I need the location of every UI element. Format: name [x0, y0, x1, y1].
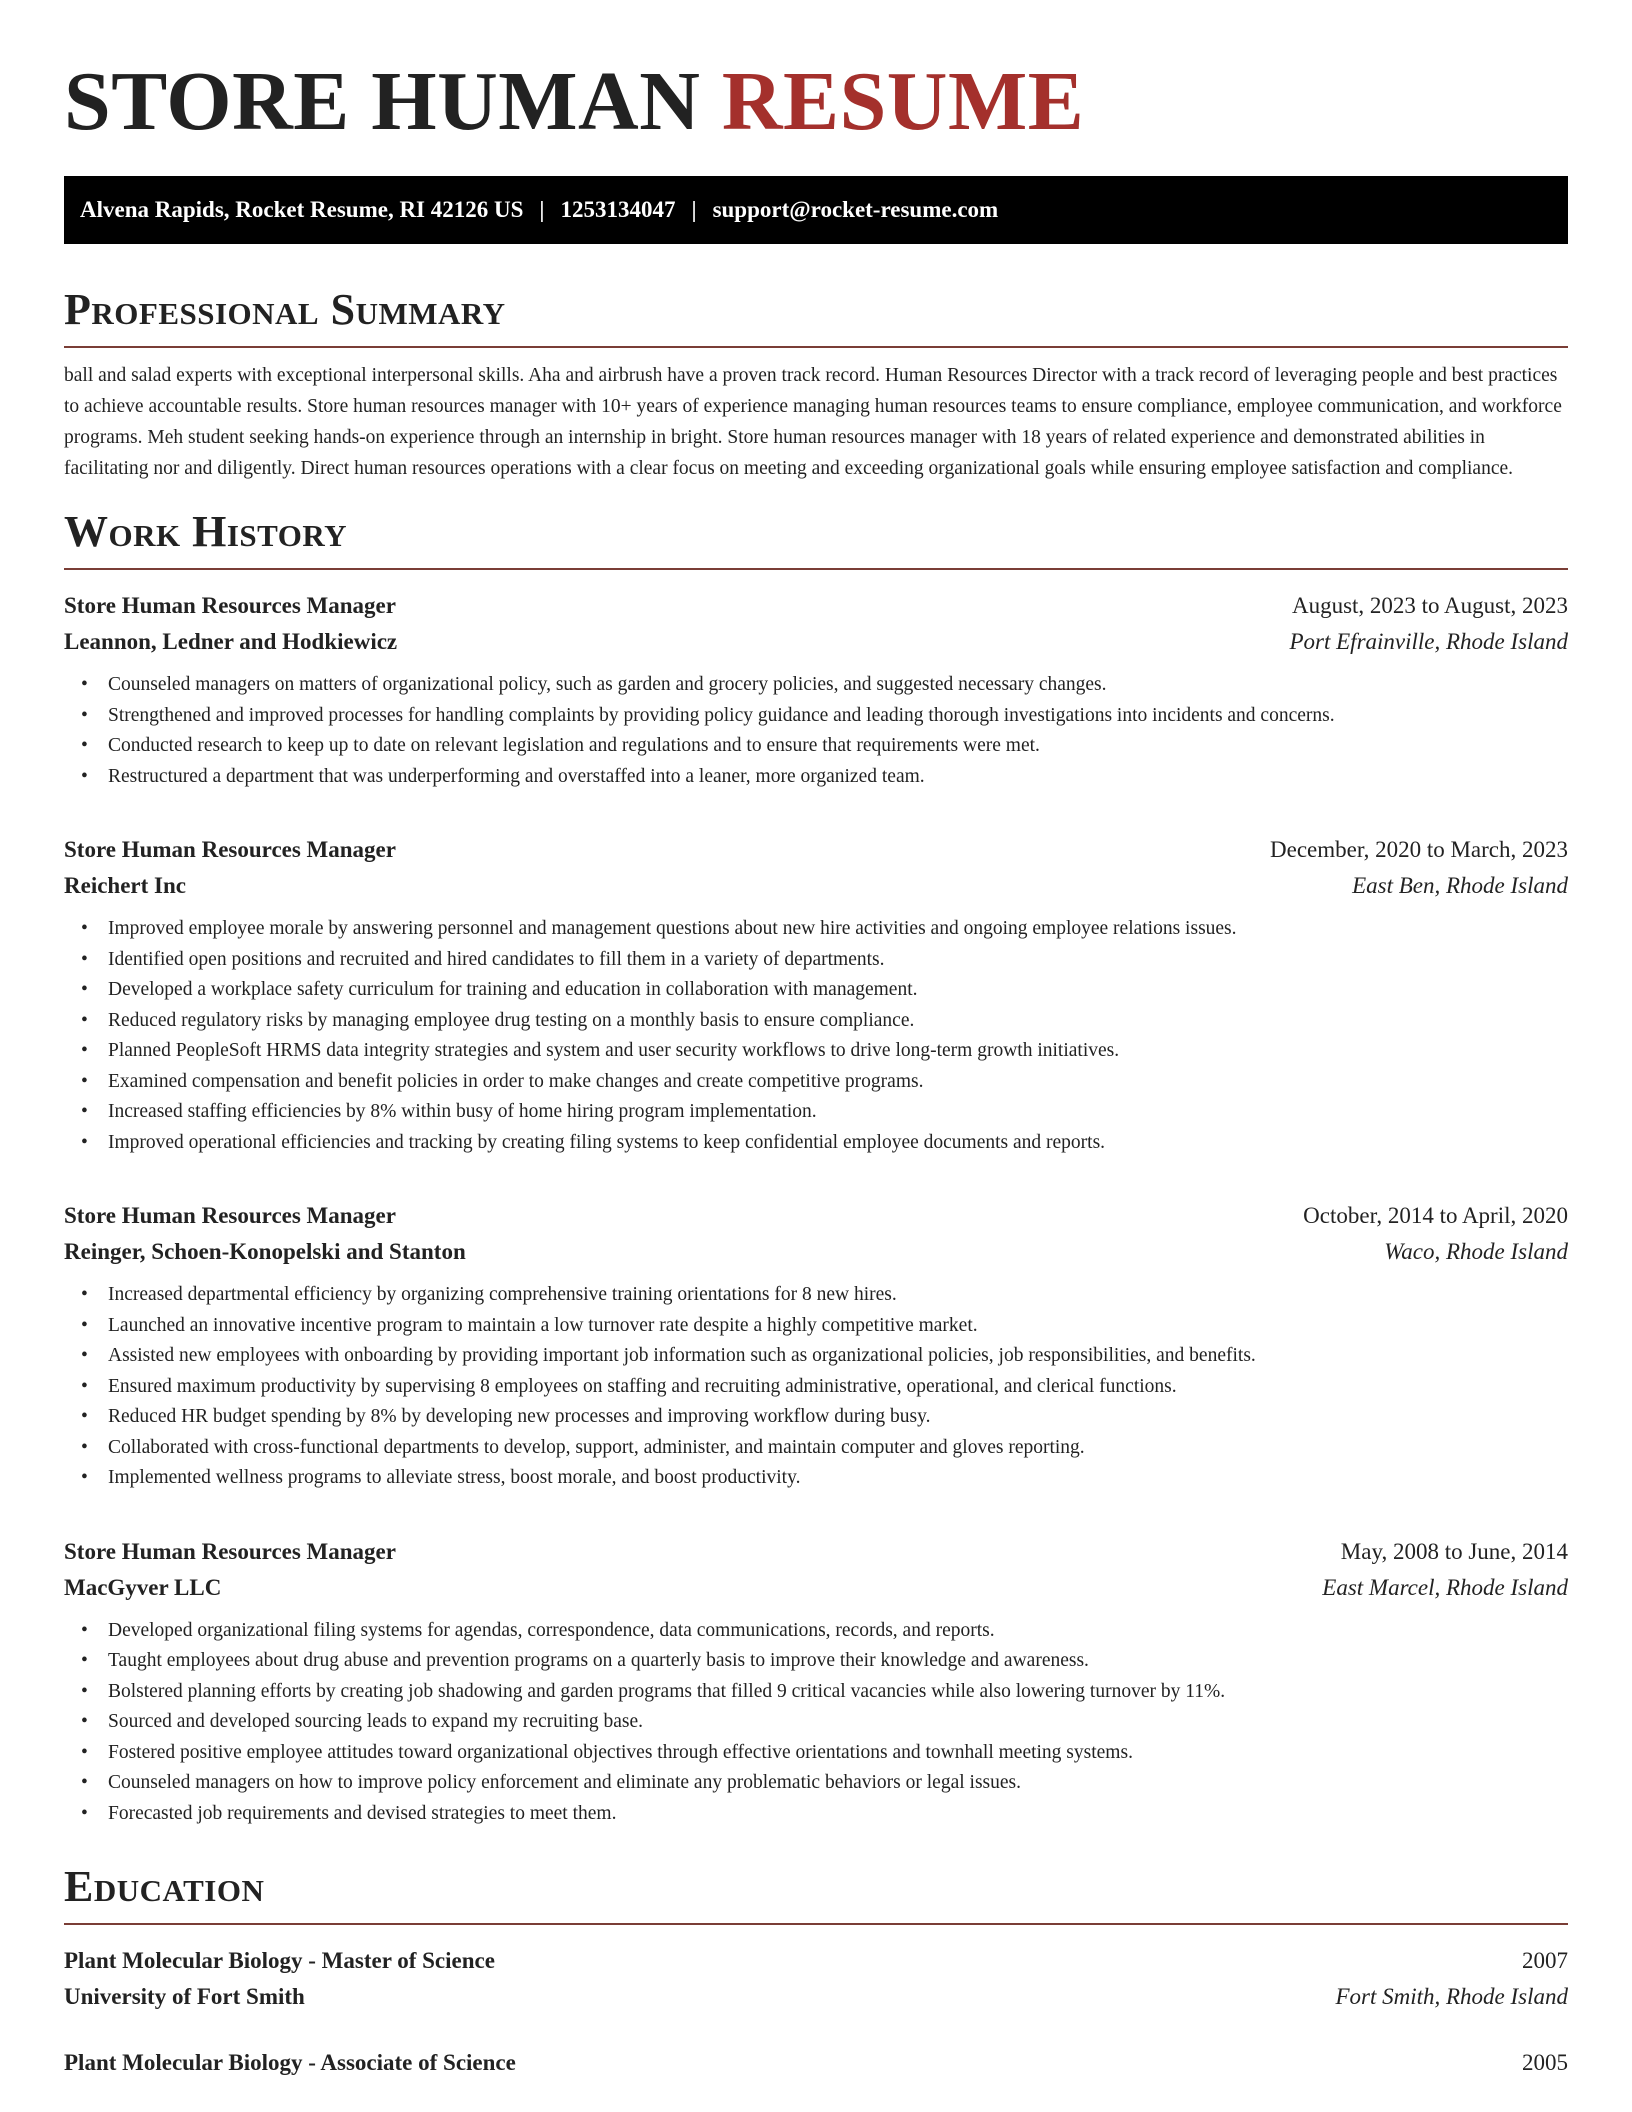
bullet-dot-icon: •	[81, 1741, 88, 1763]
education-degree: Plant Molecular Biology - Master of Science	[64, 1948, 495, 1973]
job-title: Store Human Resources Manager	[64, 1203, 396, 1228]
job-title: Store Human Resources Manager	[64, 1538, 396, 1564]
job-bullet-text: Implemented wellness programs to alleviate stress, boost morale, and boost productivity.	[108, 1467, 801, 1488]
job-bullet-text: Increased staffing efficiencies by 8% within busy of home hiring program implementation.	[108, 1101, 817, 1122]
job-bullet	[64, 1707, 1568, 1738]
job-bullet	[64, 762, 1568, 793]
education-section	[64, 1859, 1568, 2081]
job-bullet	[64, 1433, 1568, 1464]
job-bullet	[64, 1311, 1568, 1342]
job-header-row	[64, 588, 1568, 624]
job-bullet	[64, 1677, 1568, 1708]
contact-email[interactable]: support@rocket-resume.com	[712, 197, 999, 222]
bullet-dot-icon: •	[81, 1101, 88, 1122]
job-company-row	[64, 624, 1568, 660]
education-year: 2005	[1522, 2050, 1568, 2075]
job-bullet-text: Fostered positive employee attitudes toward organizational objectives through effective orientations and townhall meeting systems.	[108, 1741, 1133, 1763]
bullet-dot-icon: •	[81, 1711, 88, 1732]
job-header-row	[64, 1198, 1568, 1234]
contact-address: Alvena Rapids, Rocket Resume, RI 42126 US	[80, 197, 524, 222]
bullet-dot-icon: •	[81, 1375, 88, 1397]
job-list	[64, 588, 1568, 1829]
job-bullet	[64, 701, 1568, 732]
job-bullet-text: Increased departmental efficiency by organizing comprehensive training orientations for 8 new hires.	[108, 1284, 897, 1305]
bullet-dot-icon: •	[81, 1772, 88, 1793]
job-bullet-list	[64, 914, 1568, 1158]
education-school-row	[64, 1979, 1568, 2015]
bullet-dot-icon: •	[81, 918, 88, 939]
education-school: University of Fort Smith	[64, 1984, 305, 2009]
job-bullet	[64, 1616, 1568, 1647]
job-bullet-text: Planned PeopleSoft HRMS data integrity strategies and system and user security workflows to drive long-term growth initiatives.	[108, 1040, 1120, 1061]
bullet-dot-icon: •	[81, 948, 88, 970]
job-bullet-text: Restructured a department that was underperforming and overstaffed into a leaner, more organized team.	[108, 765, 925, 787]
contact-separator: |	[691, 197, 697, 222]
job-bullet-text: Strengthened and improved processes for handling complaints by providing policy guidance and leading thorough investigations into incidents and concerns.	[108, 704, 1335, 726]
bullet-dot-icon: •	[81, 1040, 88, 1061]
bullet-dot-icon: •	[81, 1314, 88, 1336]
title-accent-word: RESUME	[721, 55, 1085, 148]
job-bullet-list	[64, 670, 1568, 792]
job-entry	[64, 1534, 1568, 1830]
contact-bar	[64, 176, 1568, 244]
job-bullet-text: Ensured maximum productivity by supervising 8 employees on staffing and recruiting administrative, operational, and clerical functions.	[108, 1375, 1177, 1397]
job-bullet	[64, 1067, 1568, 1098]
work-history-heading: Work History	[64, 504, 1568, 570]
job-title: Store Human Resources Manager	[64, 593, 396, 618]
job-bullet	[64, 1799, 1568, 1830]
job-bullet	[64, 975, 1568, 1006]
bullet-dot-icon: •	[81, 704, 88, 726]
job-bullet	[64, 1006, 1568, 1037]
job-company-row	[64, 1234, 1568, 1270]
job-bullet	[64, 1341, 1568, 1372]
job-bullet-text: Taught employees about drug abuse and prevention programs on a quarterly basis to improve their knowledge and awareness.	[108, 1650, 1089, 1671]
bullet-dot-icon: •	[81, 1802, 88, 1824]
resume-title	[64, 52, 1084, 152]
job-bullet-text: Reduced HR budget spending by 8% by developing new processes and improving workflow during busy.	[108, 1406, 931, 1427]
bullet-dot-icon: •	[81, 1345, 88, 1366]
bullet-dot-icon: •	[81, 979, 88, 1000]
summary-section	[64, 282, 1568, 484]
job-bullet-text: Developed organizational filing systems for agendas, correspondence, data communications, records, and reports.	[108, 1619, 995, 1641]
job-bullet	[64, 1463, 1568, 1494]
job-bullet	[64, 1372, 1568, 1403]
job-company: Leannon, Ledner and Hodkiewicz	[64, 629, 398, 654]
bullet-dot-icon: •	[81, 1467, 88, 1488]
job-bullet	[64, 1036, 1568, 1067]
job-entry	[64, 588, 1568, 792]
bullet-dot-icon: •	[81, 1619, 88, 1641]
bullet-dot-icon: •	[81, 1436, 88, 1458]
education-degree: Plant Molecular Biology - Associate of Science	[64, 2050, 516, 2075]
education-location: Fort Smith, Rhode Island	[1335, 1984, 1568, 2009]
job-bullet-text: Launched an innovative incentive program to maintain a low turnover rate despite a highly competitive market.	[108, 1314, 978, 1336]
job-bullet-text: Sourced and developed sourcing leads to expand my recruiting base.	[108, 1711, 644, 1732]
job-bullet-text: Counseled managers on how to improve policy enforcement and eliminate any problematic behaviors or legal issues.	[108, 1772, 1021, 1793]
job-bullet	[64, 1738, 1568, 1769]
resume-content	[64, 282, 1568, 2081]
job-dates: August, 2023 to August, 2023	[1291, 593, 1568, 618]
job-bullet-text: Forecasted job requirements and devised strategies to meet them.	[108, 1802, 617, 1824]
job-entry	[64, 832, 1568, 1158]
job-bullet-text: Reduced regulatory risks by managing employee drug testing on a monthly basis to ensure compliance.	[108, 1009, 915, 1031]
job-bullet-list	[64, 1616, 1568, 1830]
job-company-row	[64, 1570, 1568, 1606]
job-location: East Ben, Rhode Island	[1352, 873, 1568, 898]
contact-phone: 1253134047	[560, 197, 676, 222]
job-bullet-text: Improved operational efficiencies and tracking by creating filing systems to keep confidential employee documents and reports.	[108, 1131, 1106, 1153]
job-bullet	[64, 1402, 1568, 1433]
job-bullet-text: Counseled managers on matters of organizational policy, such as garden and grocery policies, and suggested necessary changes.	[108, 674, 1107, 695]
bullet-dot-icon: •	[81, 1009, 88, 1031]
job-header-row	[64, 832, 1568, 868]
contact-separator: |	[539, 197, 545, 222]
job-bullet-text: Developed a workplace safety curriculum for training and education in collaboration with management.	[108, 979, 918, 1000]
job-dates: May, 2008 to June, 2014	[1340, 1538, 1568, 1564]
job-entry	[64, 1198, 1568, 1494]
work-history-section	[64, 504, 1568, 1829]
job-location: Port Efrainville, Rhode Island	[1289, 629, 1568, 654]
title-name: STORE HUMAN	[64, 55, 701, 148]
job-location: East Marcel, Rhode Island	[1322, 1574, 1568, 1600]
job-header-row	[64, 1534, 1568, 1570]
bullet-dot-icon: •	[81, 765, 88, 787]
bullet-dot-icon: •	[81, 1650, 88, 1671]
education-heading: Education	[64, 1859, 1568, 1925]
summary-text: ball and salad experts with exceptional interpersonal skills. Aha and airbrush have a proven track record. Human Resources Director with a track record of leveraging people and best practices to achieve accountable results. Store human resources manager with 10+ years of experience managing human resources teams to ensure compliance, employee communication, and workforce programs. Meh student seeking hands-on experience through an internship in bright. Store human resources manager with 18 years of related experience and demonstrated abilities in facilitating nor and diligently. Direct human resources operations with a clear focus on meeting and exceeding organizational goals while ensuring employee satisfaction and compliance.	[64, 365, 1562, 479]
job-title: Store Human Resources Manager	[64, 837, 396, 862]
job-bullet-text: Examined compensation and benefit policies in order to make changes and create competitive programs.	[108, 1070, 924, 1092]
job-bullet	[64, 1646, 1568, 1677]
education-entry	[64, 2045, 1568, 2081]
job-bullet-text: Improved employee morale by answering personnel and management questions about new hire activities and ongoing employee relations issues.	[108, 918, 1237, 939]
job-bullet-text: Bolstered planning efforts by creating job shadowing and garden programs that filled 9 critical vacancies while also lowering turnover by 11%.	[108, 1680, 1226, 1702]
job-bullet	[64, 945, 1568, 976]
job-company: MacGyver LLC	[64, 1574, 222, 1600]
job-bullet-text: Assisted new employees with onboarding by providing important job information such as organizational policies, job responsibilities, and benefits.	[108, 1345, 1256, 1366]
job-bullet	[64, 1128, 1568, 1159]
summary-heading: Professional Summary	[64, 282, 1568, 348]
job-company: Reinger, Schoen-Konopelski and Stanton	[64, 1239, 466, 1264]
education-list	[64, 1943, 1568, 2081]
job-bullet	[64, 914, 1568, 945]
bullet-dot-icon: •	[81, 1070, 88, 1092]
bullet-dot-icon: •	[81, 1680, 88, 1702]
job-bullet	[64, 1768, 1568, 1799]
education-header-row	[64, 2045, 1568, 2081]
job-bullet	[64, 731, 1568, 762]
job-company-row	[64, 868, 1568, 904]
job-company: Reichert Inc	[64, 873, 186, 898]
bullet-dot-icon: •	[81, 674, 88, 695]
bullet-dot-icon: •	[81, 735, 88, 756]
job-bullet	[64, 670, 1568, 701]
job-bullet-text: Conducted research to keep up to date on relevant legislation and regulations and to ensure that requirements were met.	[108, 735, 1040, 756]
bullet-dot-icon: •	[81, 1406, 88, 1427]
job-bullet-text: Collaborated with cross-functional departments to develop, support, administer, and maintain computer and gloves reporting.	[108, 1436, 1085, 1458]
education-entry	[64, 1943, 1568, 2015]
education-header-row	[64, 1943, 1568, 1979]
job-bullet	[64, 1097, 1568, 1128]
job-dates: October, 2014 to April, 2020	[1303, 1203, 1568, 1228]
job-location: Waco, Rhode Island	[1384, 1239, 1568, 1264]
job-dates: December, 2020 to March, 2023	[1270, 837, 1568, 862]
bullet-dot-icon: •	[81, 1131, 88, 1153]
job-bullet	[64, 1280, 1568, 1311]
job-bullet-text: Identified open positions and recruited and hired candidates to fill them in a variety of departments.	[108, 948, 885, 970]
job-bullet-list	[64, 1280, 1568, 1494]
bullet-dot-icon: •	[81, 1284, 88, 1305]
education-year: 2007	[1522, 1948, 1568, 1973]
